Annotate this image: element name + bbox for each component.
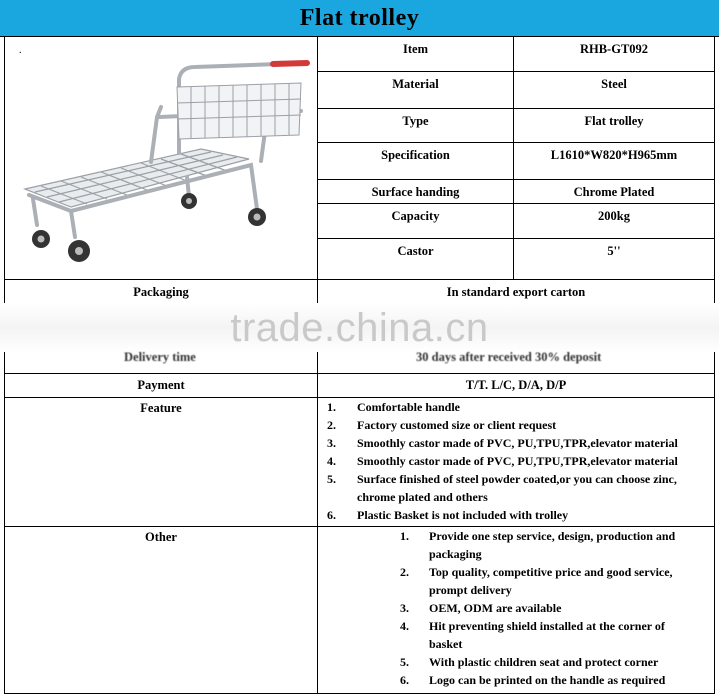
list-item: 6. Logo can be printed on the handle as required (400, 673, 666, 687)
list-item: 5. Surface finished of steel powder coated,or you can choose zinc, chrome plated and others (327, 472, 677, 504)
spec-value-material: Steel (513, 71, 715, 109)
packaging-value: In standard export carton (317, 279, 715, 304)
title-bar (0, 0, 719, 37)
list-item: 4. Smoothly castor made of PVC, PU,TPU,TPR,elevator material (327, 454, 678, 468)
list-item: 2. Top quality, competitive price and good service, prompt delivery (400, 565, 673, 597)
list-item: 3. OEM, ODM are available (400, 601, 562, 615)
delivery-value: 30 days after received 30% deposit (416, 350, 602, 364)
delivery-label: Delivery time (124, 350, 196, 364)
list-item: 1. Comfortable handle (327, 400, 460, 414)
spec-value-castor: 5'' (513, 238, 715, 280)
spec-value-capacity: 200kg (513, 203, 715, 239)
list-item: 5. With plastic children seat and protect corner (400, 655, 659, 669)
packaging-label: Packaging (4, 279, 318, 304)
other-list (400, 527, 700, 689)
product-image-cell (4, 36, 318, 280)
feature-label: Feature (4, 397, 318, 527)
payment-label: Payment (4, 373, 318, 398)
list-item: 1. Provide one step service, design, production and packaging (400, 529, 676, 561)
spec-label-surface: Surface handing (317, 179, 514, 204)
list-item: 3. Smoothly castor made of PVC, PU,TPU,TPR,elevator material (327, 436, 678, 450)
other-label: Other (4, 526, 318, 694)
spec-label-capacity: Capacity (317, 203, 514, 239)
spec-label-type: Type (317, 108, 514, 143)
spec-value-surface: Chrome Plated (513, 179, 715, 204)
list-item: 6. Plastic Basket is not included with trolley (327, 508, 569, 522)
spec-label-item: Item (317, 36, 514, 72)
spec-value-item: RHB-GT092 (513, 36, 715, 72)
payment-value: T/T. L/C, D/A, D/P (317, 373, 715, 398)
spec-label-material: Material (317, 71, 514, 109)
spec-label-specification: Specification (317, 142, 514, 180)
spec-label-castor: Castor (317, 238, 514, 280)
cell-mark: . (19, 45, 22, 56)
watermark-text: trade.china.cn (230, 306, 489, 350)
feature-list (327, 398, 705, 524)
list-item: 4. Hit preventing shield installed at the corner of basket (400, 619, 665, 651)
page-title: Flat trolley (299, 4, 420, 31)
list-item: 2. Factory customed size or client request (327, 418, 557, 432)
spec-value-specification: L1610*W820*H965mm (513, 142, 715, 180)
spec-value-type: Flat trolley (513, 108, 715, 143)
trolley-image (11, 37, 311, 277)
